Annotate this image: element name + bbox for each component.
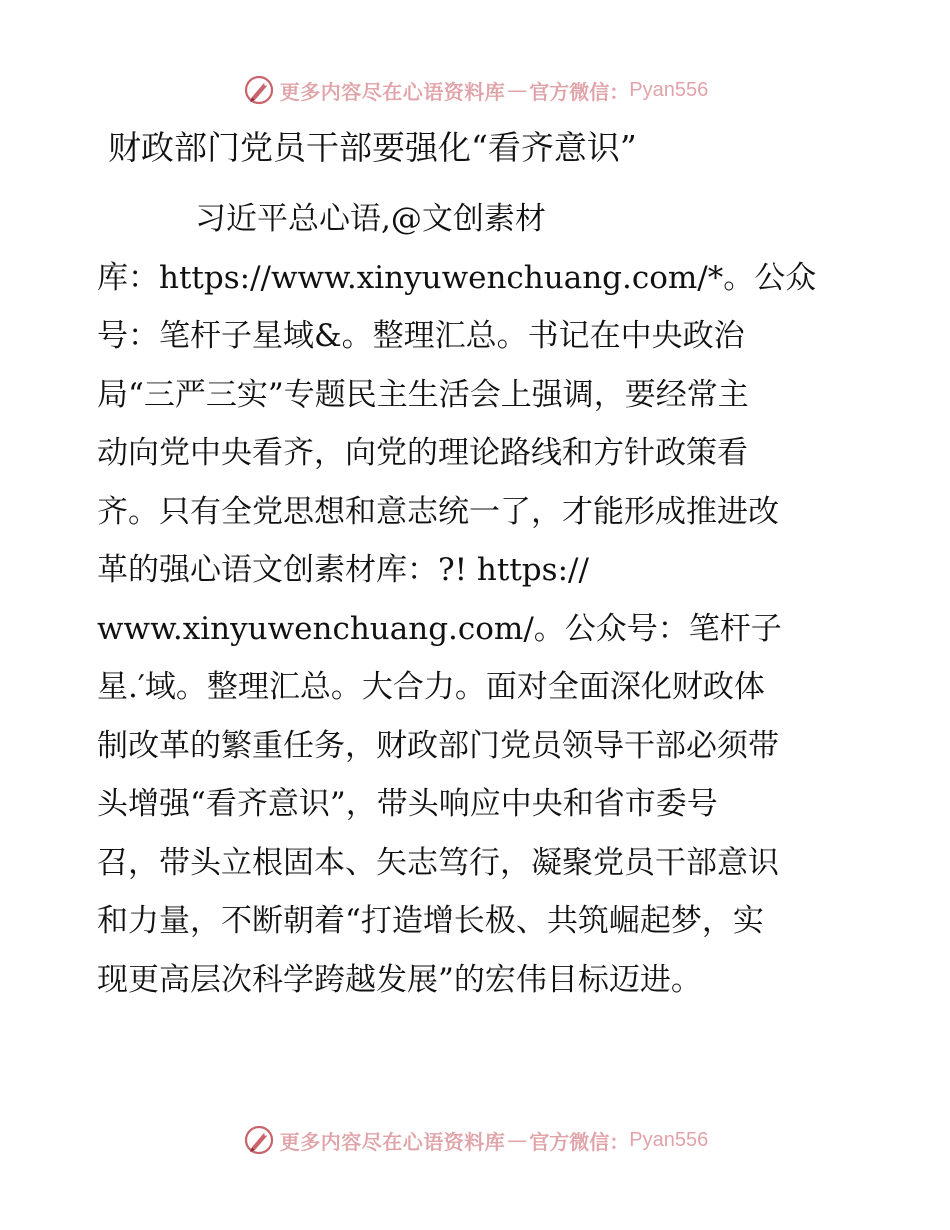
- watermark-separator: —: [507, 78, 528, 102]
- body-line: 号：笔杆子星域&。整理汇总。书记在中央政治: [97, 318, 745, 354]
- body-line: 制改革的繁重任务，财政部门党员领导干部必须带: [97, 728, 779, 764]
- watermark-account: Pyan556: [629, 78, 709, 101]
- body-line: 齐。只有全党思想和意志统一了，才能形成推进改: [97, 494, 779, 530]
- body-line: 库：https://www.xinyuwenchuang.com/*。公众: [97, 260, 817, 296]
- body-line: 习近平总心语,@文创素材: [195, 201, 546, 237]
- body-line: 动向党中央看齐，向党的理论路线和方针政策看: [97, 435, 748, 471]
- footer-watermark: [0, 1120, 950, 1160]
- body-line: 现更高层次科学跨越发展”的宏伟目标迈进。: [97, 962, 702, 998]
- body-line: 头增强“看齐意识”，带头响应中央和省市委号: [97, 786, 718, 822]
- body-line: 和力量，不断朝着“打造增长极、共筑崛起梦，实: [97, 903, 764, 939]
- document-title: 财政部门党员干部要强化“看齐意识”: [108, 128, 637, 167]
- body-line: www.xinyuwenchuang.com/。公众号：笔杆子: [97, 611, 782, 647]
- body-line: 星.′域。整理汇总。大合力。面对全面深化财政体: [97, 669, 765, 705]
- header-watermark: [0, 70, 950, 110]
- watermark-label: 官方微信：: [529, 79, 630, 104]
- pen-logo-icon: [242, 73, 276, 107]
- pen-logo-icon: [242, 1123, 276, 1157]
- body-line: 革的强心语文创素材库：?! https://: [97, 552, 589, 588]
- body-line: 局“三严三实”专题民主生活会上强调，要经常主: [97, 377, 749, 413]
- watermark-separator: —: [507, 1128, 528, 1152]
- body-line: 召，带头立根固本、矢志笃行，凝聚党员干部意识: [97, 845, 779, 881]
- watermark-text: 更多内容尽在心语资料库: [279, 1129, 506, 1154]
- watermark-text: 更多内容尽在心语资料库: [279, 79, 506, 104]
- watermark-account: Pyan556: [629, 1128, 709, 1151]
- watermark-label: 官方微信：: [529, 1129, 630, 1154]
